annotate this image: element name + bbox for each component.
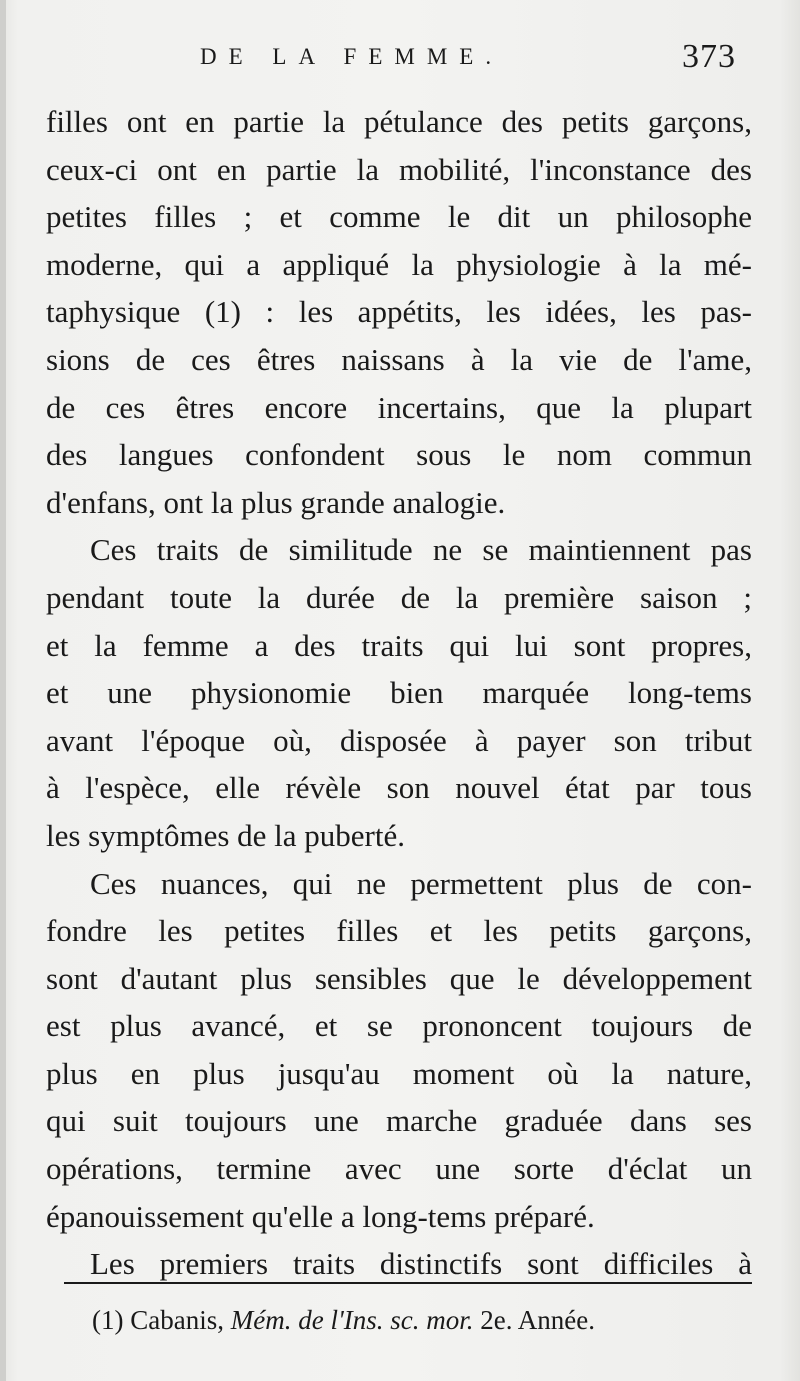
text-line: et la femme a des traits qui lui sont propres,: [46, 627, 752, 663]
footnote-author: Cabanis,: [130, 1305, 224, 1335]
text-line: filles ont en partie la pétulance des petits garçons,: [46, 104, 752, 139]
text-line: sions de ces êtres naissans à la vie de l'ame,: [46, 341, 752, 377]
paragraph-first-line: Ces traits de similitude ne se maintiennent pas: [90, 532, 752, 568]
text-line: pendant toute la durée de la première saison ;: [46, 579, 752, 615]
text-line: de ces êtres encore incertains, que la plupart: [46, 389, 752, 425]
text-line: d'enfans, ont la plus grande analogie.: [46, 484, 506, 520]
paragraph-first-line: Ces nuances, qui ne permettent plus de con-: [90, 865, 752, 901]
text-line: ceux-ci ont en partie la mobilité, l'inconstance des: [46, 151, 752, 187]
text-line: les symptômes de la puberté.: [46, 817, 405, 853]
footnote-marker: (1): [92, 1305, 124, 1335]
page-header: [0, 38, 800, 88]
body-text: [46, 98, 752, 1288]
text-line: épanouissement qu'elle a long-tems préparé.: [46, 1198, 595, 1234]
paragraph-first-line: Les premiers traits distinctifs sont difficiles à: [90, 1246, 752, 1282]
text-line: petites filles ; et comme le dit un philosophe: [46, 199, 752, 235]
text-line: avant l'époque où, disposée à payer son tribut: [46, 722, 752, 758]
text-line: moderne, qui a appliqué la physiologie à la mé-: [46, 246, 752, 282]
footnote-rule: [64, 1282, 752, 1284]
footnote-year: 2e. Année.: [480, 1305, 595, 1335]
text-line: sont d'autant plus sensibles que le développement: [46, 960, 752, 996]
text-line: plus en plus jusqu'au moment où la nature,: [46, 1055, 752, 1091]
text-line: taphysique (1) : les appétits, les idées, les pas-: [46, 294, 752, 330]
page-edge: [0, 0, 6, 1381]
footnote-work: Mém. de l'Ins. sc. mor.: [230, 1305, 474, 1335]
page-number: 373: [682, 38, 736, 75]
text-line: opérations, termine avec une sorte d'éclat un: [46, 1151, 752, 1187]
text-line: est plus avancé, et se prononcent toujours de: [46, 1008, 752, 1044]
footnote: [92, 1300, 595, 1340]
text-line: à l'espèce, elle révèle son nouvel état par tous: [46, 770, 752, 806]
running-head: DE LA FEMME.: [200, 44, 504, 69]
text-line: fondre les petites filles et les petits garçons,: [46, 913, 752, 949]
text-line: et une physionomie bien marquée long-tems: [46, 675, 752, 711]
text-line: des langues confondent sous le nom commun: [46, 437, 752, 473]
text-line: qui suit toujours une marche graduée dans ses: [46, 1103, 752, 1139]
